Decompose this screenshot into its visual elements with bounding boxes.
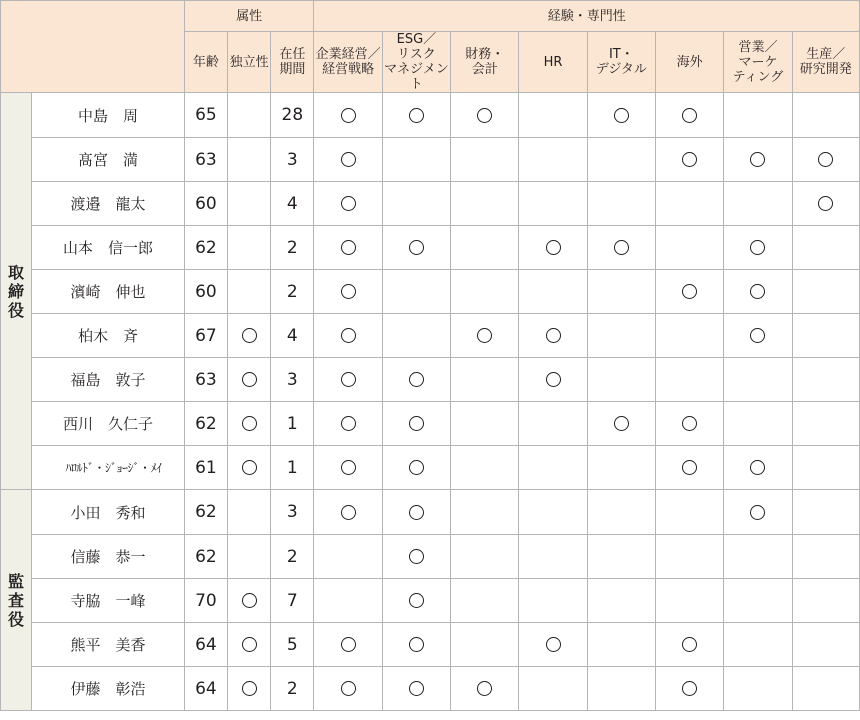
circle-mark-icon <box>409 372 424 387</box>
independence-cell <box>228 402 271 446</box>
independence-cell <box>228 138 271 182</box>
skill-cell <box>724 358 792 402</box>
table-row <box>1 535 860 579</box>
skill-cell <box>314 667 382 711</box>
circle-mark-icon <box>409 681 424 696</box>
circle-mark-icon <box>818 152 833 167</box>
skill-cell <box>382 535 450 579</box>
circle-mark-icon <box>614 108 629 123</box>
skill-cell <box>519 667 587 711</box>
tenure-cell: 3 <box>271 358 314 402</box>
skill-cell <box>519 358 587 402</box>
header-line: IT・ <box>608 47 634 62</box>
skill-cell <box>724 93 792 138</box>
table-row <box>1 402 860 446</box>
table-row <box>1 446 860 490</box>
circle-mark-icon <box>341 328 356 343</box>
circle-mark-icon <box>682 681 697 696</box>
skill-cell <box>724 226 792 270</box>
skill-cell <box>519 579 587 623</box>
circle-mark-icon <box>341 416 356 431</box>
circle-mark-icon <box>242 460 257 475</box>
skill-cell <box>792 402 859 446</box>
age-cell: 62 <box>184 490 227 535</box>
skill-cell <box>792 667 859 711</box>
skill-cell <box>314 358 382 402</box>
skill-cell <box>724 182 792 226</box>
management-strategy-header <box>314 32 382 93</box>
independence-cell <box>228 579 271 623</box>
skill-cell <box>587 535 655 579</box>
age-cell: 64 <box>184 667 227 711</box>
skill-cell <box>519 490 587 535</box>
independence-cell <box>228 270 271 314</box>
skill-cell <box>451 93 519 138</box>
header-line: 期間 <box>279 62 306 77</box>
group-label-text <box>7 263 25 320</box>
circle-mark-icon <box>409 549 424 564</box>
table-row <box>1 358 860 402</box>
skill-cell <box>792 270 859 314</box>
skill-cell <box>451 667 519 711</box>
attribute-group-header: 属性 <box>184 1 314 32</box>
skill-cell <box>792 579 859 623</box>
circle-mark-icon <box>409 460 424 475</box>
group-label-directors <box>1 93 32 490</box>
circle-mark-icon <box>750 152 765 167</box>
header-line: ESG／ <box>396 32 437 47</box>
independence-cell <box>228 623 271 667</box>
table-row <box>1 579 860 623</box>
table-row <box>1 490 860 535</box>
skill-cell <box>655 93 723 138</box>
circle-mark-icon <box>242 416 257 431</box>
skill-cell <box>587 446 655 490</box>
table-row <box>1 226 860 270</box>
circle-mark-icon <box>242 372 257 387</box>
age-cell: 60 <box>184 182 227 226</box>
skill-cell <box>724 270 792 314</box>
independence-cell <box>228 667 271 711</box>
skill-cell <box>792 623 859 667</box>
skill-cell <box>587 93 655 138</box>
skill-cell <box>792 535 859 579</box>
skill-cell <box>792 358 859 402</box>
group-label-char: 役 <box>8 300 25 320</box>
independence-cell <box>228 446 271 490</box>
skill-cell <box>451 623 519 667</box>
header-line: 在任 <box>279 47 306 62</box>
header-line: 研究開発 <box>799 62 852 77</box>
skill-cell <box>655 402 723 446</box>
independence-cell <box>228 226 271 270</box>
header-line: 営業／ <box>738 39 778 55</box>
header-line: ティング <box>732 69 784 85</box>
group-label-text <box>7 572 25 629</box>
skill-cell <box>792 490 859 535</box>
member-name: 伊藤 彰浩 <box>32 667 185 711</box>
skill-cell <box>587 490 655 535</box>
table-row <box>1 314 860 358</box>
circle-mark-icon <box>546 240 561 255</box>
independence-header <box>228 32 271 93</box>
circle-mark-icon <box>242 681 257 696</box>
circle-mark-icon <box>341 681 356 696</box>
skill-cell <box>314 314 382 358</box>
circle-mark-icon <box>614 416 629 431</box>
skill-cell <box>451 314 519 358</box>
table-row <box>1 93 860 138</box>
tenure-cell: 1 <box>271 446 314 490</box>
table-row <box>1 667 860 711</box>
member-name: 寺脇 一峰 <box>32 579 185 623</box>
member-name: ﾊﾛﾙﾄﾞ・ｼﾞｮｰｼﾞ・ﾒｲ <box>32 446 185 490</box>
hr-header <box>519 32 587 93</box>
header-line: 企業経営／ <box>315 47 381 62</box>
skill-cell <box>587 402 655 446</box>
skill-cell <box>382 93 450 138</box>
tenure-cell: 3 <box>271 138 314 182</box>
tenure-cell: 5 <box>271 623 314 667</box>
skill-cell <box>655 314 723 358</box>
skill-cell <box>587 623 655 667</box>
age-cell: 65 <box>184 93 227 138</box>
skill-cell <box>655 535 723 579</box>
circle-mark-icon <box>341 505 356 520</box>
finance-accounting-header <box>451 32 519 93</box>
circle-mark-icon <box>477 328 492 343</box>
member-name: 濱崎 伸也 <box>32 270 185 314</box>
it-digital-header <box>587 32 655 93</box>
tenure-cell: 2 <box>271 667 314 711</box>
skill-cell <box>724 623 792 667</box>
skill-cell <box>519 226 587 270</box>
member-name: 山本 信一郎 <box>32 226 185 270</box>
skill-cell <box>724 667 792 711</box>
experience-group-header: 経験・専門性 <box>314 1 860 32</box>
age-cell: 62 <box>184 535 227 579</box>
header-line: リスク <box>397 47 436 62</box>
age-cell: 67 <box>184 314 227 358</box>
skill-cell <box>655 182 723 226</box>
group-label-char: 役 <box>8 609 25 629</box>
skill-cell <box>655 446 723 490</box>
circle-mark-icon <box>341 240 356 255</box>
skill-cell <box>792 314 859 358</box>
skill-cell <box>314 270 382 314</box>
circle-mark-icon <box>477 108 492 123</box>
circle-mark-icon <box>682 152 697 167</box>
tenure-cell: 2 <box>271 226 314 270</box>
circle-mark-icon <box>682 637 697 652</box>
skill-cell <box>724 535 792 579</box>
group-label-char: 締 <box>8 281 25 301</box>
header-line: 経営戦略 <box>322 62 375 77</box>
skill-cell <box>519 402 587 446</box>
tenure-cell: 4 <box>271 182 314 226</box>
header-line: 生産／ <box>806 47 846 62</box>
circle-mark-icon <box>750 505 765 520</box>
age-header <box>184 32 227 93</box>
skill-cell <box>451 490 519 535</box>
header-line: 財務・ <box>465 47 505 62</box>
skill-cell <box>451 535 519 579</box>
age-cell: 61 <box>184 446 227 490</box>
header-line: デジタル <box>595 62 647 77</box>
member-name: 渡邉 龍太 <box>32 182 185 226</box>
skill-cell <box>382 270 450 314</box>
circle-mark-icon <box>682 108 697 123</box>
skill-cell <box>382 402 450 446</box>
skill-cell <box>655 138 723 182</box>
group-label-auditors <box>1 490 32 711</box>
circle-mark-icon <box>341 284 356 299</box>
skill-cell <box>655 270 723 314</box>
skill-cell <box>587 138 655 182</box>
skill-cell <box>382 667 450 711</box>
skill-cell <box>451 182 519 226</box>
skill-cell <box>519 314 587 358</box>
skill-cell <box>382 579 450 623</box>
skill-cell <box>587 270 655 314</box>
circle-mark-icon <box>546 372 561 387</box>
skill-cell <box>451 358 519 402</box>
skill-cell <box>587 358 655 402</box>
independence-cell <box>228 182 271 226</box>
skill-cell <box>587 182 655 226</box>
skill-cell <box>314 490 382 535</box>
skill-cell <box>382 490 450 535</box>
circle-mark-icon <box>242 637 257 652</box>
age-cell: 64 <box>184 623 227 667</box>
tenure-cell: 7 <box>271 579 314 623</box>
member-name: 福島 敦子 <box>32 358 185 402</box>
skill-cell <box>587 667 655 711</box>
skill-cell <box>655 490 723 535</box>
production-rd-header <box>792 32 859 93</box>
independence-cell <box>228 535 271 579</box>
skill-cell <box>314 138 382 182</box>
skill-cell <box>724 402 792 446</box>
skill-cell <box>382 358 450 402</box>
skill-cell <box>724 138 792 182</box>
header-line: HR <box>543 54 563 70</box>
skill-cell <box>724 579 792 623</box>
member-name: 西川 久仁子 <box>32 402 185 446</box>
circle-mark-icon <box>818 196 833 211</box>
skill-cell <box>792 182 859 226</box>
header-line: 独立性 <box>229 54 269 70</box>
age-cell: 62 <box>184 226 227 270</box>
circle-mark-icon <box>546 328 561 343</box>
tenure-cell: 1 <box>271 402 314 446</box>
circle-mark-icon <box>409 108 424 123</box>
header-line: 年齢 <box>192 54 219 70</box>
header-line: 海外 <box>676 54 703 70</box>
circle-mark-icon <box>409 416 424 431</box>
table-row <box>1 138 860 182</box>
skill-cell <box>655 667 723 711</box>
table-row <box>1 623 860 667</box>
member-name: 髙宮 満 <box>32 138 185 182</box>
skill-cell <box>519 623 587 667</box>
skill-cell <box>314 535 382 579</box>
circle-mark-icon <box>614 240 629 255</box>
skill-cell <box>382 182 450 226</box>
skill-cell <box>451 579 519 623</box>
circle-mark-icon <box>682 460 697 475</box>
circle-mark-icon <box>546 637 561 652</box>
circle-mark-icon <box>341 372 356 387</box>
skill-cell <box>792 93 859 138</box>
skill-cell <box>519 182 587 226</box>
circle-mark-icon <box>242 328 257 343</box>
circle-mark-icon <box>409 505 424 520</box>
skill-cell <box>519 93 587 138</box>
table-row <box>1 182 860 226</box>
skill-cell <box>314 93 382 138</box>
circle-mark-icon <box>682 416 697 431</box>
skill-cell <box>314 623 382 667</box>
header-line: マーケ <box>738 54 778 70</box>
skill-cell <box>655 579 723 623</box>
skill-cell <box>382 623 450 667</box>
skill-cell <box>792 446 859 490</box>
skill-cell <box>655 226 723 270</box>
skill-cell <box>655 623 723 667</box>
skill-cell <box>587 314 655 358</box>
skill-cell <box>451 446 519 490</box>
circle-mark-icon <box>341 460 356 475</box>
circle-mark-icon <box>341 637 356 652</box>
group-label-char: 査 <box>8 590 25 610</box>
skill-cell <box>724 446 792 490</box>
age-cell: 63 <box>184 138 227 182</box>
independence-cell <box>228 93 271 138</box>
sales-marketing-header <box>724 32 792 93</box>
circle-mark-icon <box>242 593 257 608</box>
circle-mark-icon <box>750 460 765 475</box>
skill-cell <box>314 226 382 270</box>
skill-cell <box>792 226 859 270</box>
circle-mark-icon <box>682 284 697 299</box>
circle-mark-icon <box>341 196 356 211</box>
skill-cell <box>451 402 519 446</box>
skill-cell <box>587 579 655 623</box>
esg-risk-header <box>382 32 450 93</box>
skill-cell <box>724 490 792 535</box>
age-cell: 70 <box>184 579 227 623</box>
skill-cell <box>519 138 587 182</box>
skill-cell <box>519 446 587 490</box>
circle-mark-icon <box>750 284 765 299</box>
independence-cell <box>228 358 271 402</box>
header-line: 会計 <box>471 62 498 77</box>
skill-cell <box>587 226 655 270</box>
skill-cell <box>724 314 792 358</box>
circle-mark-icon <box>409 240 424 255</box>
circle-mark-icon <box>750 240 765 255</box>
skill-cell <box>519 270 587 314</box>
member-name: 熊平 美香 <box>32 623 185 667</box>
skill-cell <box>451 270 519 314</box>
tenure-cell: 2 <box>271 270 314 314</box>
table-row <box>1 270 860 314</box>
circle-mark-icon <box>477 681 492 696</box>
group-label-char: 監 <box>8 571 25 591</box>
header-line: マネジメント <box>384 62 449 92</box>
skill-cell <box>792 138 859 182</box>
independence-cell <box>228 314 271 358</box>
group-label-char: 取 <box>8 262 25 282</box>
skill-cell <box>314 402 382 446</box>
header-corner <box>1 1 185 93</box>
circle-mark-icon <box>341 108 356 123</box>
circle-mark-icon <box>409 637 424 652</box>
circle-mark-icon <box>750 328 765 343</box>
tenure-cell: 2 <box>271 535 314 579</box>
member-name: 柏木 斉 <box>32 314 185 358</box>
overseas-header <box>655 32 723 93</box>
member-name: 中島 周 <box>32 93 185 138</box>
tenure-cell: 28 <box>271 93 314 138</box>
tenure-cell: 4 <box>271 314 314 358</box>
age-cell: 60 <box>184 270 227 314</box>
skill-cell <box>451 138 519 182</box>
skill-cell <box>314 182 382 226</box>
tenure-cell: 3 <box>271 490 314 535</box>
age-cell: 63 <box>184 358 227 402</box>
circle-mark-icon <box>341 152 356 167</box>
independence-cell <box>228 490 271 535</box>
age-cell: 62 <box>184 402 227 446</box>
member-name: 信藤 恭一 <box>32 535 185 579</box>
member-name: 小田 秀和 <box>32 490 185 535</box>
skill-cell <box>382 138 450 182</box>
skill-cell <box>655 358 723 402</box>
skill-cell <box>382 226 450 270</box>
skill-cell <box>314 446 382 490</box>
skill-cell <box>451 226 519 270</box>
skill-cell <box>382 314 450 358</box>
skill-cell <box>314 579 382 623</box>
skill-cell <box>519 535 587 579</box>
skill-cell <box>382 446 450 490</box>
circle-mark-icon <box>409 593 424 608</box>
tenure-header <box>271 32 314 93</box>
